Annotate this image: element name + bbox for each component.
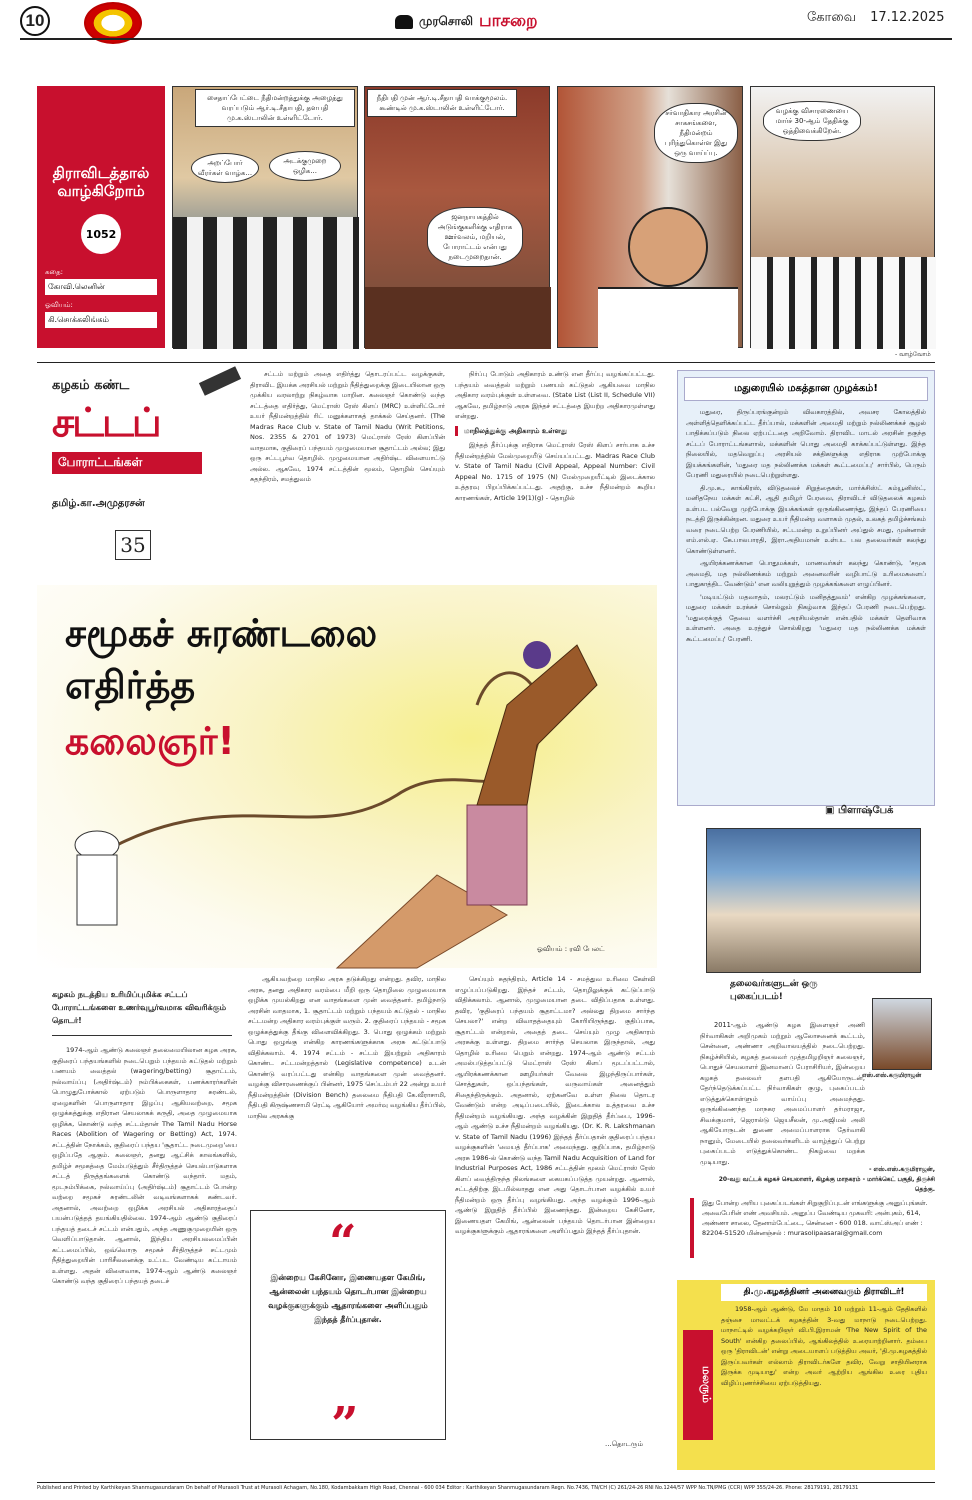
malarum-text: 1958-ஆம் ஆண்டு, மே மாதம் 10 மற்றும் 11-ஆம் தேதிகளில் தஞ்சை மாவட்டக் கழகத்தின் 3-வது மாநாடு நடைபெற்றது. மாநாட்டில் வழக்கறிஞர் வி.பி.இராமன் 'The New Spirit of the South' என்கிற தலைப்பில், ஆங்கிலத்தில் உரையாற்றினார். தம்பை ஒரு 'திராவிடன்' என்று அடையாளப் படுத்திய அவர், 'தி.மு.கழகத்தில் இருப்பவர்கள் எல்லாம் திராவிடர்களே தவிர, வேறு சாதியினராக இருக்க முடியாது' என்ற அவர் ஆற்றிய ஆங்கில உரை புதிய விழிப்புணர்ச்சியை ஏற்படுத்தியது.	[721, 1305, 927, 1387]
madurai-box: மதுரையில் மகத்தான முழக்கம்! மதுரை, திருப்பரங்குன்றம் விவகாரத்தில், அவசர கோலத்தில் அள்ளித்தெளிக்கப்பட்ட தீர்ப்பால், மக்களின் அமைதி மற்றும் நல்லிணக்கச் சூழல் பாதிக்கப்படும் நிலை ஏற்பட்டதை அறிவோம். திராவிட மாடல் அரசின் தகுந்த சட்டப் போராட்டங்களால், மக்களின் பொது அமைதி காக்கப்பட்டுள்ளது. இந்த நிலையில், மதவெறுப்பு அரசியல் சக்திகளுக்கு எதிராக முற்போக்கு இயக்கங்களின், 'மதுரை மத நல்லிணக்க மக்கள் கூட்டமைப்பு' சார்பில், பெரும் பேரணி மதுரையில் நடைபெற்றுள்ளது. தி.மு.க., காங்கிரஸ், விடுதலைச் சிறுத்தைகள், மார்க்சிஸ்ட் கம்யூனிஸ்ட், மனிதநேய மக்கள் கட்சி, ஆதி தமிழர் பேரவை, திராவிடர் விடுதலைக் கழகம் உள்பட பல்வேறு முற்போக்கு இயக்கங்கள் ஒருங்கிணைந்து, இந்தப் பேரணியை நடத்தி இருக்கின்றன. மதுரை உயர் நீதிமன்ற வளாகம் முதல், உலகத் தமிழ்ச்சங்கம் வரை நடைபெற்ற பேரணியில், சட்டமன்ற உறுப்பினர் அப்துல் சமது, முன்னாள் எம்.எல்.ஏ. கே.பாலபாரதி, இரா.அதியமான் உள்பட பல தலைவர்கள் கலந்து கொண்டுள்ளனர். ஆயிரக்கணக்கான பொதுமக்கள், மாணவர்கள் கலந்து கொண்டு, 'சமூக அமைதி, மத நல்லிணக்கம் மற்றும் அனைவரின் வழிபாட்டு உரிமைகளைப் பாதுகாத்திட வேண்டும்' என வலியுறுத்தும் முழக்கங்களை எழுப்பினர். 'மடியட்டும் மதவாதம், மலரட்டும் மனிதத்துவம்' என்கிற முழக்கங்களை, மதுரை மக்கள் உரக்கச் சொல்லும் நிகழ்வாக இந்தப் பேரணி நடைபெற்றது. 'மதுரைக்குத் தேவை வளர்ச்சி அரசியல்தான் என்பதில் மக்கள் தெளிவாக உள்ளனர். அதை உரத்துச் சொல்கிறது 'மதுரை மத நல்லிணக்க மக்கள் கூட்டமைப்பு' பேரணி.	[677, 370, 935, 806]
footer-rule	[37, 1482, 935, 1483]
speaker-face	[628, 207, 708, 287]
series-author: தமிழ்.கா.அமுதரசன்	[52, 498, 145, 509]
judge-illustration	[751, 257, 936, 349]
quote-open-icon: “	[329, 1215, 357, 1271]
top-column-1: சட்டம் மற்றும் அதை எதிர்த்து தொடரப்பட்ட வழக்குகள், திராவிட இயக்க அரசியல் மற்றும் நீதித்துறைக்கு இடையிலான ஒரு முக்கிய வரலாற்று நிகழ்வாக மாறின. கலைஞர் கொண்டு வந்த சட்டத்தை எதிர்த்து, மெட்ராஸ் ரேஸ் கிளப் (MRC) உள்ளிட்டோர் உயர் நீதிமன்றத்தில் ரிட் மனுக்களாகத் தாக்கல் செய்தனர். (The Madras Race Club v. State of Tamil Nadu (Writ Petitions, Nos. 2355 & 2701 of 1973) மெட்ராஸ் ரேஸ் கிளப்பின் வாதமாக, குதிரைப் பந்தயம் முழுமையான சூதாட்டம் அல்ல; இது ஒரு சட்டபூர்வ தொழில். முழுமையான அதிர்ஷ்ட விளையாட்டு அல்ல. ஆகவே, 1974 சட்டத்தின் மூலம், தொழில் செய்யும் சுதந்திரம், சமத்துவம்	[250, 370, 445, 483]
panel3-bubble: சர்வாதிகார அரசின் சாகசங்களை, நீதிமன்றம் புரிந்துகொள்ள இது ஒரு வாய்ப்பு.	[654, 103, 738, 163]
intro-text: கழகம் நடத்திய உரிமிப்புமிக்க சட்டப் போராட்டங்களை உணர்வுபூர்வமாக விவரிக்கும் தொடர்!	[52, 990, 227, 1025]
panel2-caption: நீதிபதி முன் ஆர்.டி.சீதாபதி வாக்குமூலம். கூண்டில் மு.க.ஸ்டாலின் உள்ளிட்டோர்.	[367, 89, 517, 117]
cartoon-credit: ஓவியம் : ரவி பேலட்	[537, 945, 605, 953]
body-column-1: 1974-ஆம் ஆண்டு கலைஞர் தலைமையிலான கழக அரசு, குதிரைப் பந்தயங்களில் நடைபெறும் பந்தயம் கட்டுதல் மற்றும் பணயம் வைத்தல் (wagering/betting) சூதாட்டம், நல்வாய்ப்பு (அதிர்ஷ்டம்) நம்பிக்கைகள், பணக்காரர்களின் பொழுதுபோக்கால் ஏற்படும் பொருளாதார சுரண்டல், ஏழைகளின் பொருளாதார இழப்பு ஆகியவற்றை, சமூக ஒழுக்கத்துக்கு எதிரான செயலாகக் கருதி, அதை முழுமையாக ஒழிக்க, கொண்டு வந்த சட்டம்தான் The Tamil Nadu Horse Races (Abolition of Wagering or Betting) Act, 1974. சட்டத்தின் நோக்கம், குதிரைப் பந்தய 'சூதாட்ட நடைமுறை'யை ஒழிப்பதே ஆகும். கலைஞர், தனது ஆட்சிக் காலங்களில், தமிழ்ச் சமூகத்தை மேம்படுத்தும் சீர்திருத்தச் செயல்பாடுகளாக சட்டத் திருத்தங்களைக் கொண்டு வந்தார். மதம், மூடநம்பிக்கை, நல்வாய்ப்பு (அதிர்ஷ்டம்) சூதாட்டம் போன்ற வற்றை சமூகச் சுரண்டலின் வடிவங்களாகக் கண்டவர். அதனால், அவற்றை ஒழிக்க அரசியல் அதிகாரத்தைப் பயன்படுத்தத் தயங்கியதில்லை. 1974-ஆம் ஆண்டு குதிரைப் பந்தயத் தடைச் சட்டம் என்பதும், அந்த அணுகுமுறையின் ஒரு வெளிப்பாடுதான். ஆனால், இந்திய அரசியலமைப்பின் கட்டமைப்பில், ஒவ்வொரு சமூகச் சீர்திருத்தச் சட்டமும் நீதித்துறையின் பாரிசீலனைக்கு உட்பட வேண்டிய கட்டாயம் உள்ளது. அதன் விளைவாக, 1974-ஆம் ஆண்டு கலைஞர் கொண்டு வந்த குதிரைப் பந்தயத் தடைச்	[52, 1046, 237, 1285]
cartoon-headline-2: எதிர்த்த	[65, 663, 196, 707]
comic-panel-2	[364, 86, 550, 348]
flashback-caption: தலைவர்களுடன் ஒரு புகைப்படம்!	[730, 979, 818, 1002]
cartoon	[37, 585, 657, 968]
pull-quote	[250, 1210, 446, 1453]
quote-text: இன்றைய கேசினோ, இணையதள கேமிங், ஆன்லைன் பந்தயம் தொடர்பான இன்றைய வழக்குகளுக்கும் ஆதாரங்களை அளிப்பதும் இந்தத் தீர்ப்புதான்.	[268, 1273, 428, 1324]
art-label: ஓவியம்:	[45, 301, 73, 309]
page-number: 10	[20, 6, 50, 36]
story-label: கதை:	[45, 268, 64, 276]
crowd-illustration	[173, 217, 359, 349]
dateline	[807, 10, 945, 26]
comic-number: 1052	[81, 214, 121, 254]
courtroom-illustration	[365, 287, 551, 349]
panel2-bubble: ஜனநாயகத்தில் அடுங்குகளிக்கு எதிராக ஊர்வலம், மறியல், போராட்டம் என்பது நடைமுறைதான்.	[427, 207, 523, 267]
malarum-box	[677, 1280, 935, 1470]
jockey-icon	[523, 641, 551, 669]
person-photo	[872, 998, 932, 1070]
panel1-caption: சைதாப்பேட்டை நீதிமன்றத்துக்கு அழைத்து வரப்படும் ஆர்.டி.சீதாபதி, தளபதி மு.க.ஸ்டாலின் உள்ளிட்டோர்.	[195, 89, 355, 127]
series-header	[52, 378, 242, 498]
camera-icon: ▣	[825, 805, 838, 816]
series-kicker: கழகம் கண்ட	[52, 378, 130, 393]
comic-side-panel	[37, 86, 165, 348]
brand-left: முரசொலி	[419, 14, 473, 28]
brand-logo	[395, 8, 585, 36]
masthead-rule	[20, 38, 952, 40]
art-by: கி.சொக்கலிங்கம்	[45, 312, 157, 328]
footer-imprint: Published and Printed by Karthikeyan Shanmugasundaram On behalf of Murasoli Trust at Murasoli Achagam, No.180, Kodambakkam High Road, Chennai - 600 034 Editor : Karthikeyan Shanmugasundaram Regn. No.7436, TN/CH (C) 261/24-26 RNI No.1244/57 WPP No.TN/PMG (CCR) WPP 355/24-26. Phone: 28179191, 28179131	[37, 1485, 859, 1491]
comic-rule	[37, 362, 935, 363]
malarum-side: மலரும்	[683, 1330, 713, 1440]
panel4-bubble: வழக்கு விசாரணையை மார்ச் 30-ஆம் தேதிக்கு ஒத்திவைக்கிறேன்.	[763, 101, 861, 141]
body-column-2: ஆகியவற்றை மாநில அரசு தடுக்கிறது என்றது. தவிர, மாநில அரசு, தனது அதிகார வரம்பை மீறி ஒரு தொழிலை முழுமையாக ஒழிக்க முயல்கிறது என வாதங்களை முன் வைத்தனர். தமிழ்நாடு அரசின் வாதமாக, 1. சூதாட்டம் மற்றும் பந்தயம் கட்டுதல் - மாநில சட்டமன்ற அதிகார வரம்புக்குள் வரும். 2. குதிரைப் பந்தயம் - சமூக ஒழுக்கத்துக்கு தீங்கு விளைவிக்கிறது. 3. பொது ஒழுக்கம் மற்றும் பொது ஒழுங்கு என்கிற காரணங்களுக்காக அரசு கட்டுப்பாடு விதிக்கலாம். 4. 1974 சட்டம் - சட்டம் இயற்றும் அதிகாரம் கொண்ட சட்டமன்றத்தால் (Legislative competence) உடன் கொண்டு வரப்பட்டது என்கிற வாதங்களை முன் வைத்தனர். வழக்கு விசாரணைக்குப் பின்னர், 1975 செப்டம்பர் 22 அன்று உயர் நீதிமன்றத்தின் (Division Bench) தலைமை நீதிபதி கே.வீராசாமி, நீதிபதி கிருஷ்ணசாமி ரெட்டி ஆகியோர் அமர்வு வழங்கிய தீர்ப்பில், மாநில அரசுக்கு	[248, 975, 446, 1120]
story-by: கோவி.லெனின்	[45, 279, 157, 295]
quote-close-icon: ”	[331, 1397, 359, 1453]
top-column-2: நிர்ப்பு போடும் அதிகாரம் உண்டு என தீர்ப்பு வழங்கப்பட்டது. பந்தயம் வைத்தல் மற்றும் பணயம் கட்டுதல் ஆகியவை மாநில அதிகார வரம்புக்குள் உள்ளவை. (State List (List II, Schedule VII) ஆகவே, தமிழ்நாடு அரசு இந்தச் சட்டத்தை இயற்ற அதிகாரமுள்ளது என்றது. மாநிலத்துக்கு அதிகாரம் உள்ளது இந்தத் தீர்ப்புக்கு எதிராக மெட்ராஸ் ரேஸ் கிளப் சார்பாக உச்ச நீதிமன்றத்தில் மேல்முறையீடு செய்யப்பட்டது. Madras Race Club v. State of Tamil Nadu (Civil Appeal, Appeal Number: Civil Appeal No. 1715 of 1975 (N) மேல்முறையீட்டில் இடைக்கால உத்தரவு பிறப்பிக்கப்பட்டது. அதற்கு, உச்ச நீதிமன்றம் கூறிய காரணங்கள், Article 19(1)(g) - தொழில்	[455, 370, 655, 502]
body-column-3: செய்யும் சுதந்திரம், Article 14 - சமத்துவ உரிமை கேள்வி எழுப்பப்படுகிறது. இந்தச் சட்டம், தொழிலுக்குக் கட்டுப்பாடு விதிக்கலாம். ஆனால், முழுமையான தடை விதிப்பதாக உள்ளது. தவிர, 'குதிரைப் பந்தயம் சூதாட்டமா? அல்லது திறமை சார்ந்த செயலா?' என்ற விவாதத்தையும் கோரியிருந்தது. குதிப்பாக, சூதாட்டம் என்றால், அதைத் தடை செய்யும் முழு அதிகாரம் அரசுக்கு உள்ளது. திறமை சார்ந்த செயலாக இருந்தால், அது தொழில் உரிமை பெறும் என்றது. 1974-ஆம் ஆண்டு சட்டம் அமல்படுத்தப்பட்டு மெட்ராஸ் ரேஸ் கிளப் மூடப்பட்டால், ஆயிரக்கணக்கான ஊழியர்கள் வேலை இழந்திருப்பார்கள், சொத்துகள், ஒப்பந்தங்கள், வருவாய்கள் அனைத்தும் சிதைந்திருக்கும். அதனால், ஏற்கனவே உள்ள நிலை தொடர வேண்டும் என்ற அடிப்படையில், இடைக்கால உத்தரவை உச்ச நீதிமன்றம் வழங்கியது. அந்த வழக்கின் இறுதித் தீர்ப்பை, 1996-ஆம் ஆண்டு உச்ச நீதிமன்றம் வழங்கியது. (Dr. K. R. Lakshmanan v. State of Tamil Nadu (1996) இந்தத் தீர்ப்பதான் குதிரைப் பந்தய வழக்குகளின் 'மையத் தீர்ப்பாக' அமைந்தது. குறிப்பாக, தமிழ்நாடு அரசு 1986-ல் கொண்டு வந்த Tamil Nadu Acquisition of Land for Industrial Purposes Act, 1986 சட்டத்தின் மூலம் மெட்ராஸ் ரேஸ் கிளப் வைத்திருந்த நிலங்களை கையகப்படுத்த முயன்றது. ஆனால், சட்டத்திற்கு இடமில்லாதது என அது தொடர்பான வழக்கில் உயர் நீதிமன்றம் ஒரு தீர்ப்பு வழங்கியது. அந்த வழக்கும் 1996-ஆம் ஆண்டு இறுதித் தீர்ப்பில் இணைந்தது. இன்றைய கேசினோ, இணையதள கேமிங், ஆன்லைன் பந்தயம் தொடர்பான இன்றைய வழக்குகளுக்கும் ஆதாரங்களை அளிப்பதும் இந்தத் தீர்ப்புதான்.	[455, 975, 655, 1235]
continued: ...தொடரும்	[605, 1440, 644, 1448]
submission-info: இது போன்ற அரிய புகைப்படங்கள் சிறுகுறிப்புடன் எங்களுக்கு அனுப்புங்கள். அவைபேரின் எண் அவசியம். அனுப்ப வேண்டிய முகவரி: அன்புகம், 614, அண்ணா சாலை, தேனாம்பேட்டை, சென்னை - 600 018. வாட்ஸ்அப் எண் : 82204-51520 மின்னஞ்சல் : murasolipaasarai@gmail.com	[690, 1198, 935, 1258]
subheading: மாநிலத்துக்கு அதிகாரம் உள்ளது	[455, 426, 655, 437]
comic-panel-4	[750, 86, 935, 348]
flashback-label: ▣ பிளாஷ்பேக்	[825, 805, 894, 816]
comic-title: திராவிடத்தால் வாழ்கிறோம்	[52, 164, 150, 200]
person-name: எஸ்.எஸ்.கருமிராஜன்	[862, 1072, 922, 1079]
panel1-bubble-1: அறப்போர் வீரர்கள் வாழ்க...	[191, 153, 259, 183]
series-title-big: சட்டப்	[52, 400, 160, 446]
speaker-shirt	[598, 287, 738, 349]
cartoon-headline-3: கலைஞர்!	[65, 719, 235, 763]
series-title-sub: போராட்டங்கள்	[52, 452, 202, 474]
comic-panel-1	[172, 86, 358, 348]
flashback-text: 2011-ஆம் ஆண்டு கழக இளைஞர் அணி நிர்வாகிகள் அறிமுகம் மற்றும் ஆலோசனைக் கூட்டம், சென்னை, அண்ணா அறிவாலயத்தில் நடைபெற்றது. நிகழ்ச்சியில், கழகத் தலைவர் முத்தமிழறிஞர் கலைஞர், பொதுச் செயலாளர் இனமானப் பேராசிரியர், இன்றைய கழகத் தலைவர் தளபதி ஆகியோருடன், தேர்ந்தெடுக்கப்பட்ட நிர்வாகிகள் குழு, புகைப்படம் எடுத்துக்கொள்ளும் வாய்ப்பு அமைந்தது. ஒருங்கிணைந்த மாநகர அமைப்பாளர் தர்மராஜா, சிவக்குமார், ஜெரால்டு ஜெயசீலன், மு.அஜிமல் அலி ஆகியோருடன் துணை அமைப்பாளராக தேர்வாகி நானும், மேடையில் தலைவர்களிடம் வாழ்த்துப் பெற்று புகைப்படம் எடுத்துக்கொண்ட நிகழ்வை மறக்க முடியாது.	[700, 1021, 865, 1166]
cartoon-headline-1: சமூகச் சுரண்டலை	[65, 611, 378, 655]
flashback-signature: - எஸ்.எஸ்.கருமிராஜன், 20-வது வட்டக் கழகச் செயலாளர், கிழக்கு மாநகரம் - மார்க்கெட் பகுதி, திருச்சி தெற்கு.	[718, 1166, 935, 1193]
intro-rule	[52, 1035, 232, 1036]
brand-name: பாசறை	[479, 11, 538, 31]
cartoon-illustration	[37, 585, 657, 968]
series-part: 35	[115, 530, 151, 560]
panel1-bubble-2: அடக்குமுறை ஒழிக...	[269, 151, 341, 181]
madurai-title: மதுரையில் மகத்தான முழக்கம்!	[684, 377, 928, 401]
malarum-title: தி.மு.கழகத்தினர் அனைவரும் திராவிடர்!	[721, 1284, 927, 1301]
cash-icon	[467, 805, 527, 905]
city: கோவை	[807, 10, 857, 25]
bull-icon	[395, 15, 413, 29]
date: 17.12.2025	[870, 10, 945, 25]
flashback-photo	[706, 828, 921, 973]
comic-footer: - வாழ்வோம்	[895, 351, 931, 358]
comic-panel-3	[557, 86, 743, 348]
